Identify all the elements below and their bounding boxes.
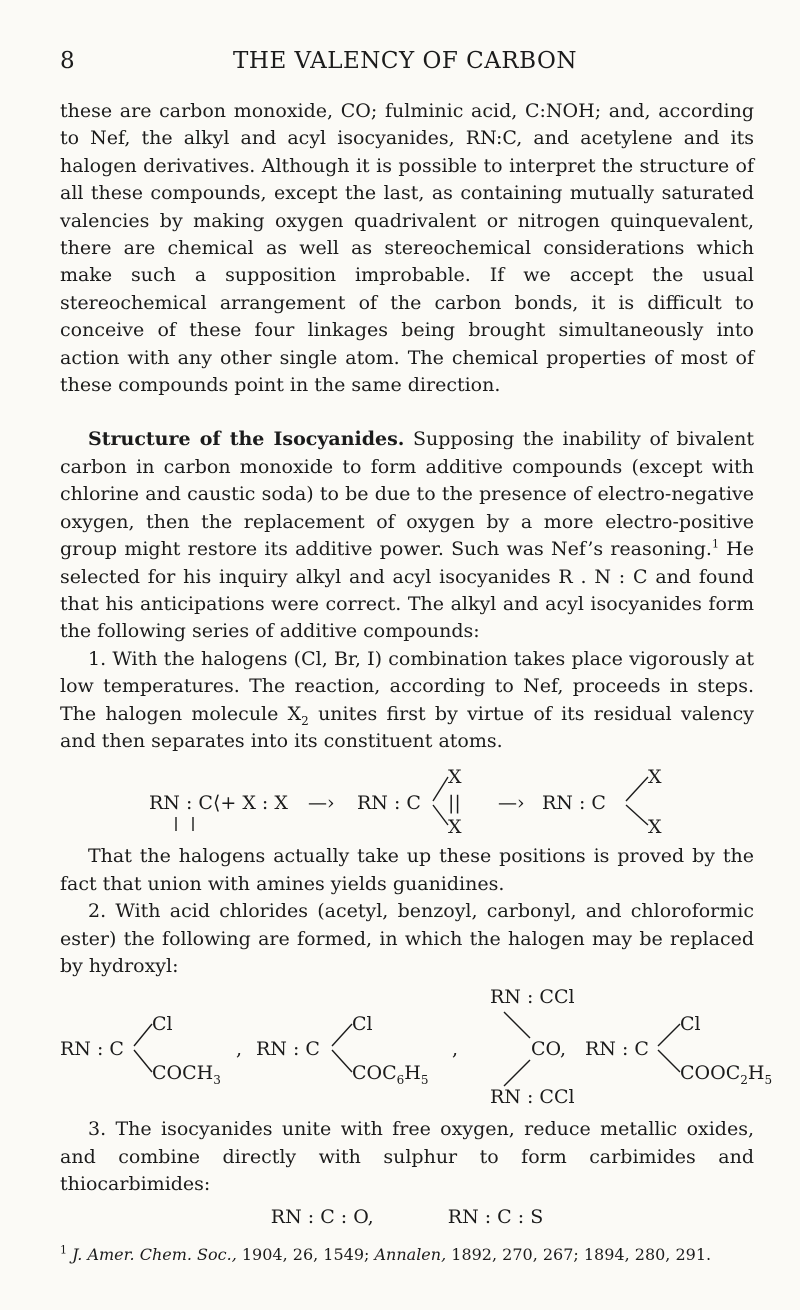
subscript: 5: [764, 1073, 773, 1088]
paragraph-1: these are carbon monoxide, CO; fulminic acid, C:NOH; and, according to Nef, the alkyl and acyl isocyanides, RN:C, and acetylene and its halogen derivatives. Although it is possible to interpret the structure of all these compounds, except the last, as containing mutually saturated valencies by making oxygen quadrivalent or nitrogen quinquevalent, there are chemical as well as stereochemical considerations which make such a supposition improbable. If we accept the usual stereochemical arrangement of the carbon bonds, it is difficult to conceive of these four linkages being brought simultaneously into action with any other single atom. The chemical properties of most of these compounds point in the same direction.: [60, 100, 754, 397]
page-body: [60, 98, 773, 1239]
eq1-intermediate-bottom: X: [448, 816, 462, 839]
footnote-journal: J. Amer. Chem. Soc.,: [72, 1245, 237, 1264]
footnote-annalen: Annalen,: [374, 1245, 447, 1264]
footnote-reference: 1: [711, 537, 719, 551]
subscript: 6: [396, 1073, 405, 1088]
text: COC: [352, 1062, 397, 1085]
section-runin-heading: Structure of the Isocyanides.: [88, 428, 405, 451]
eq1-reactants: RN : C⟨+ X : X: [149, 792, 288, 815]
eq2-comma-2: ,: [452, 1038, 459, 1061]
eq1-intermediate-bond: ||: [448, 792, 461, 815]
acid-chloride-formulas: [60, 982, 773, 1110]
paragraph-acid-chlorides: 2. With acid chlorides (acetyl, benzoyl, carbonyl, and chloroformic ester) the following are formed, in which the halogen may be replaced by hydroxyl:: [60, 900, 754, 977]
eq1-product-top: X: [648, 766, 662, 789]
eq2-comma-1: ,: [236, 1038, 243, 1061]
thiocarbimide-formula: RN : C : S: [447, 1205, 544, 1228]
footnote: [60, 1244, 754, 1266]
eq2-bond-lines: [60, 982, 754, 1110]
eq2-formula3-bottom: RN : CCl: [490, 1086, 575, 1109]
eq2-formula3-middle: CO,: [531, 1038, 567, 1061]
carbimide-formula: RN : C : O,: [270, 1205, 374, 1228]
footnote-text: 1892, 270, 267; 1894, 280, 291.: [446, 1245, 712, 1264]
paragraph-text: Supposing the inability of bivalent carbon in carbon monoxide to form additive compounds (except with chlorine and caustic soda) to be due to the presence of electro-negative oxygen, then the replacement of oxygen by a more electro-positive group might restore its additive power. Such was Nef’s reasoning.: [60, 428, 754, 561]
page-header: [60, 48, 750, 82]
eq2-formula2-base: RN : C: [256, 1038, 320, 1061]
text: COOC: [680, 1062, 741, 1085]
subscript: 2: [740, 1073, 748, 1088]
eq1-bond-lines: [60, 761, 754, 839]
paragraph-oxygen-sulphur: 3. The isocyanides unite with free oxygen, reduce metallic oxides, and combine directly with sulphur to form carbimides and thiocarbimides:: [60, 1118, 754, 1196]
page-number: 8: [60, 48, 76, 74]
paragraph-isocyanides: [60, 426, 754, 645]
paragraph-halogens: [60, 646, 754, 756]
carbimide-formulas: [60, 1201, 754, 1233]
subscript: 5: [420, 1073, 429, 1088]
text: H: [747, 1062, 765, 1085]
paragraph-text: He selected for his inquiry alkyl and acyl isocyanides R . N : C and found that his anticipations were correct. The alkyl and acyl isocyanides form the following series of additive compounds:: [60, 538, 754, 643]
text: H: [404, 1062, 421, 1085]
eq2-formula4-top: Cl: [680, 1013, 701, 1036]
paragraph-text: unites first by virtue of its residual valency and then separates into its constituent atoms.: [60, 702, 755, 752]
paragraph-guanidines: That the halogens actually take up these positions is proved by the fact that union with amines yields guanidines.: [60, 845, 754, 895]
footnote-mark: 1: [60, 1243, 67, 1257]
eq1-intermediate-top: X: [448, 766, 462, 789]
eq1-intermediate-base: RN : C: [357, 792, 421, 815]
paragraph-text: 1. With the halogens (Cl, Br, I) combination takes place vigorously at low temperatures. The reaction, according to Nef, proceeds in steps. The halogen molecule X: [60, 647, 754, 725]
eq2-formula2-top: Cl: [352, 1013, 373, 1036]
eq2-formula1-top: Cl: [152, 1013, 173, 1036]
running-title: THE VALENCY OF CARBON: [233, 48, 577, 74]
eq1-arrow-1: —›: [308, 792, 335, 815]
subscript: 2: [301, 713, 309, 728]
subscript: 3: [213, 1073, 221, 1088]
eq2-formula3-top: RN : CCl: [490, 986, 575, 1009]
eq1-product-base: RN : C: [542, 792, 606, 815]
eq2-formula4-base: RN : C: [585, 1038, 649, 1061]
eq1-arrow-2: —›: [498, 792, 525, 815]
halogen-addition-equation: [60, 761, 754, 839]
eq1-product-bottom: X: [648, 816, 662, 839]
eq2-formula1-base: RN : C: [60, 1038, 124, 1061]
footnote-text: 1904, 26, 1549;: [236, 1245, 375, 1264]
text: COCH: [152, 1062, 214, 1085]
